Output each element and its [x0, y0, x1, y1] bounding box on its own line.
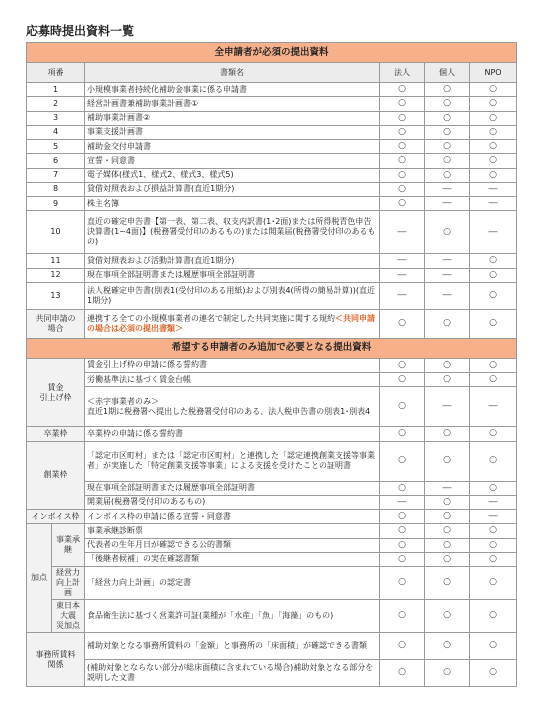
mark-cell: ○: [380, 600, 425, 633]
mark-cell: ―: [380, 254, 425, 268]
category-label: 経営力: [56, 568, 80, 577]
document-name: 食品衛生法に基づく営業許可証(業種が「水産」「魚」「海藻」のもの): [85, 600, 380, 633]
document-name: 「認定市区町村」または「認定市区町村」と連携した「認定連携創業支援等事業者」が実施した「特定創業支援等事業」による支援を受けたことの証明書: [85, 441, 380, 481]
mark-cell: ○: [425, 373, 470, 387]
mark-cell: ○: [380, 552, 425, 566]
document-name: 開業届(税務署受付印のあるもの): [85, 495, 380, 509]
mark-cell: ―: [425, 197, 470, 211]
row-number: 13: [27, 282, 85, 309]
category-joint: [27, 309, 85, 338]
mark-cell: ○: [470, 660, 517, 687]
mark-cell: ○: [425, 441, 470, 481]
document-name: 卒業枠の申請に係る誓約書: [85, 427, 380, 441]
mark-cell: ○: [425, 111, 470, 125]
mark-cell: ○: [470, 538, 517, 552]
mark-cell: ○: [380, 182, 425, 196]
header-individual: 個人: [425, 63, 470, 83]
mark-cell: ○: [380, 97, 425, 111]
document-name: 小規模事業者持続化補助金事業に係る申請書: [85, 83, 380, 97]
row-number: 8: [27, 182, 85, 196]
mark-cell: ○: [380, 309, 425, 338]
category-office-rent: [27, 633, 85, 687]
mark-cell: ―: [470, 211, 517, 254]
mark-cell: ―: [380, 268, 425, 282]
category-graduation: 卒業枠: [27, 427, 85, 441]
row-number: 10: [27, 211, 85, 254]
table-row: [27, 660, 517, 687]
mark-cell: ○: [425, 427, 470, 441]
mark-cell: ○: [425, 358, 470, 372]
document-name: 法人税確定申告書(別表1(受付印のある用紙)および別表4(所得の簡易計算))(直近1期分): [85, 282, 380, 309]
mark-cell: ○: [470, 154, 517, 168]
table-row: [27, 567, 517, 600]
required-note: ＜共同申請の場合は必須の提出書類＞: [87, 313, 375, 333]
mark-cell: ○: [470, 140, 517, 154]
mark-cell: ○: [380, 481, 425, 495]
mark-cell: ○: [470, 481, 517, 495]
table-row: [27, 125, 517, 139]
category-label: 場合: [47, 323, 64, 333]
category-wage: [27, 358, 85, 427]
category-label: 関係: [47, 659, 64, 669]
document-name: 直近の確定申告書【第一表、第二表、収支内訳書(1･2面)または所得税青色申告決算書(1~4面)】(税務署受付印のあるもの)または開業届(税務署受付印のあるもの): [85, 211, 380, 254]
category-label: 引上げ枠: [39, 392, 72, 402]
mark-cell: ○: [380, 387, 425, 427]
table-row: [27, 427, 517, 441]
document-name: 経営計画書兼補助事業計画書①: [85, 97, 380, 111]
document-name: (補助対象とならない部分が総床面積に含まれている場合)補助対象となる部分を説明した文書: [85, 660, 380, 687]
table-row: [27, 111, 517, 125]
mark-cell: ○: [425, 495, 470, 509]
table-row-joint: [27, 309, 517, 338]
mark-cell: ―: [470, 182, 517, 196]
mark-cell: ○: [425, 538, 470, 552]
mark-cell: ○: [425, 600, 470, 633]
table-row: [27, 254, 517, 268]
mark-cell: ○: [380, 538, 425, 552]
row-number: 12: [27, 268, 85, 282]
mark-cell: ○: [470, 125, 517, 139]
document-name: 補助対象となる事務所賃料の「金額」と事務所の「床面積」が確認できる書類: [85, 633, 380, 660]
table-row: [27, 538, 517, 552]
document-text: 連携する全ての小規模事業者の連名で制定した共同実施に関する規約: [87, 313, 335, 323]
mark-cell: ○: [425, 552, 470, 566]
table-row: [27, 197, 517, 211]
mark-cell: ―: [470, 197, 517, 211]
mark-cell: ○: [380, 524, 425, 538]
mark-cell: ―: [380, 282, 425, 309]
page-title: 応募時提出資料一覧: [26, 24, 135, 38]
mark-cell: ―: [380, 495, 425, 509]
section-header-required: [27, 43, 517, 63]
table-row: [27, 387, 517, 427]
header-no: 項番: [27, 63, 85, 83]
mark-cell: ○: [425, 97, 470, 111]
document-name: 宣誓・同意書: [85, 154, 380, 168]
table-row: [27, 358, 517, 372]
mark-cell: ―: [425, 282, 470, 309]
row-number: 5: [27, 140, 85, 154]
table-row: [27, 441, 517, 481]
row-number: 11: [27, 254, 85, 268]
mark-cell: ○: [380, 168, 425, 182]
table-row: [27, 168, 517, 182]
mark-cell: ○: [470, 427, 517, 441]
category-invoice: インボイス枠: [27, 510, 85, 524]
document-name: 現在事項全部証明書または履歴事項全部証明書: [85, 481, 380, 495]
table-row: [27, 481, 517, 495]
mark-cell: ○: [425, 83, 470, 97]
mark-cell: ○: [425, 510, 470, 524]
mark-cell: ○: [380, 633, 425, 660]
mark-cell: ○: [470, 111, 517, 125]
category-label: 災加点: [56, 621, 80, 630]
table-row: [27, 97, 517, 111]
category-bonus: 加点: [27, 524, 52, 633]
mark-cell: ○: [470, 254, 517, 268]
mark-cell: ○: [380, 441, 425, 481]
category-label: 向上計画: [56, 578, 80, 597]
mark-cell: ○: [470, 633, 517, 660]
category-label: 東日本大震: [56, 601, 80, 620]
document-name: 事業支援計画書: [85, 125, 380, 139]
table-row: [27, 495, 517, 509]
mark-cell: ―: [380, 211, 425, 254]
table-row: [27, 552, 517, 566]
mark-cell: ―: [425, 268, 470, 282]
deficit-note: ＜赤字事業者のみ＞: [87, 396, 159, 406]
mark-cell: ○: [470, 83, 517, 97]
mark-cell: ○: [425, 125, 470, 139]
table-row: [27, 524, 517, 538]
mark-cell: ○: [380, 510, 425, 524]
table-row: [27, 510, 517, 524]
document-name: 補助事業計画書②: [85, 111, 380, 125]
mark-cell: ○: [380, 358, 425, 372]
header-npo: NPO: [470, 63, 517, 83]
category-label: 事務所賃料: [35, 649, 76, 659]
mark-cell: ○: [470, 373, 517, 387]
mark-cell: ○: [470, 552, 517, 566]
table-row: [27, 154, 517, 168]
mark-cell: ○: [470, 97, 517, 111]
row-number: 3: [27, 111, 85, 125]
mark-cell: ○: [425, 211, 470, 254]
mark-cell: ○: [470, 268, 517, 282]
mark-cell: ―: [470, 387, 517, 427]
mark-cell: ○: [425, 567, 470, 600]
row-number: 7: [27, 168, 85, 182]
mark-cell: ―: [470, 510, 517, 524]
documents-table: [26, 42, 517, 687]
subcategory-earthquake: [52, 600, 85, 633]
row-number: 6: [27, 154, 85, 168]
mark-cell: ○: [425, 140, 470, 154]
document-name: [85, 309, 380, 338]
mark-cell: ○: [380, 567, 425, 600]
subcategory-succession: 事業承継: [52, 524, 85, 567]
mark-cell: ○: [470, 309, 517, 338]
mark-cell: ○: [380, 197, 425, 211]
section-title: 全申請者が必須の提出資料: [27, 43, 517, 63]
document-name: 事業承継診断票: [85, 524, 380, 538]
document-name: 「後継者候補」の実在確認書類: [85, 552, 380, 566]
document-name: インボイス枠の申請に係る宣誓・同意書: [85, 510, 380, 524]
section-title: 希望する申請者のみ追加で必要となる提出資料: [27, 338, 517, 358]
mark-cell: ○: [425, 154, 470, 168]
mark-cell: ―: [425, 254, 470, 268]
mark-cell: ○: [470, 524, 517, 538]
category-label: 賃金: [47, 382, 64, 392]
column-header-row: [27, 63, 517, 83]
document-name: 「経営力向上計画」の認定書: [85, 567, 380, 600]
section-header-optional: [27, 338, 517, 358]
table-row: [27, 83, 517, 97]
mark-cell: ○: [425, 660, 470, 687]
mark-cell: ○: [470, 358, 517, 372]
mark-cell: ○: [425, 309, 470, 338]
mark-cell: ○: [380, 427, 425, 441]
row-number: 2: [27, 97, 85, 111]
mark-cell: ○: [470, 441, 517, 481]
document-name: [85, 387, 380, 427]
header-name: 書類名: [85, 63, 380, 83]
row-number: 4: [27, 125, 85, 139]
document-name: 代表者の生年月日が確認できる公的書類: [85, 538, 380, 552]
subcategory-management: [52, 567, 85, 600]
table-row: [27, 633, 517, 660]
row-number: 1: [27, 83, 85, 97]
table-row: [27, 373, 517, 387]
mark-cell: ○: [425, 633, 470, 660]
mark-cell: ○: [380, 660, 425, 687]
mark-cell: ○: [380, 140, 425, 154]
category-startup: 創業枠: [27, 441, 85, 510]
mark-cell: ○: [380, 125, 425, 139]
document-name: 労働基準法に基づく賃金台帳: [85, 373, 380, 387]
mark-cell: ―: [470, 495, 517, 509]
mark-cell: ―: [425, 182, 470, 196]
mark-cell: ○: [470, 282, 517, 309]
mark-cell: ○: [380, 111, 425, 125]
mark-cell: ―: [425, 481, 470, 495]
table-row: [27, 600, 517, 633]
header-corp: 法人: [380, 63, 425, 83]
document-name: 貸借対照表および活動計算書(直近1期分): [85, 254, 380, 268]
category-label: 共同申請の: [35, 313, 76, 323]
mark-cell: ○: [425, 168, 470, 182]
mark-cell: ○: [425, 524, 470, 538]
document-name: 補助金交付申請書: [85, 140, 380, 154]
mark-cell: ○: [470, 600, 517, 633]
document-text: 直近1期に税務署へ提出した税務署受付印のある、法人税申告書の別表1･別表4: [87, 406, 371, 416]
table-row: [27, 211, 517, 254]
mark-cell: ○: [380, 83, 425, 97]
mark-cell: ○: [380, 373, 425, 387]
table-row: [27, 140, 517, 154]
document-name: 株主名簿: [85, 197, 380, 211]
document-name: 電子媒体(様式1、様式2、様式3、様式5): [85, 168, 380, 182]
mark-cell: ○: [470, 168, 517, 182]
document-name: 賃金引上げ枠の申請に係る誓約書: [85, 358, 380, 372]
mark-cell: ―: [425, 387, 470, 427]
table-row: [27, 268, 517, 282]
mark-cell: ○: [380, 154, 425, 168]
mark-cell: ○: [470, 567, 517, 600]
table-row: [27, 282, 517, 309]
row-number: 9: [27, 197, 85, 211]
document-name: 貸借対照表および損益計算書(直近1期分): [85, 182, 380, 196]
document-name: 現在事項全部証明書または履歴事項全部証明書: [85, 268, 380, 282]
table-row: [27, 182, 517, 196]
